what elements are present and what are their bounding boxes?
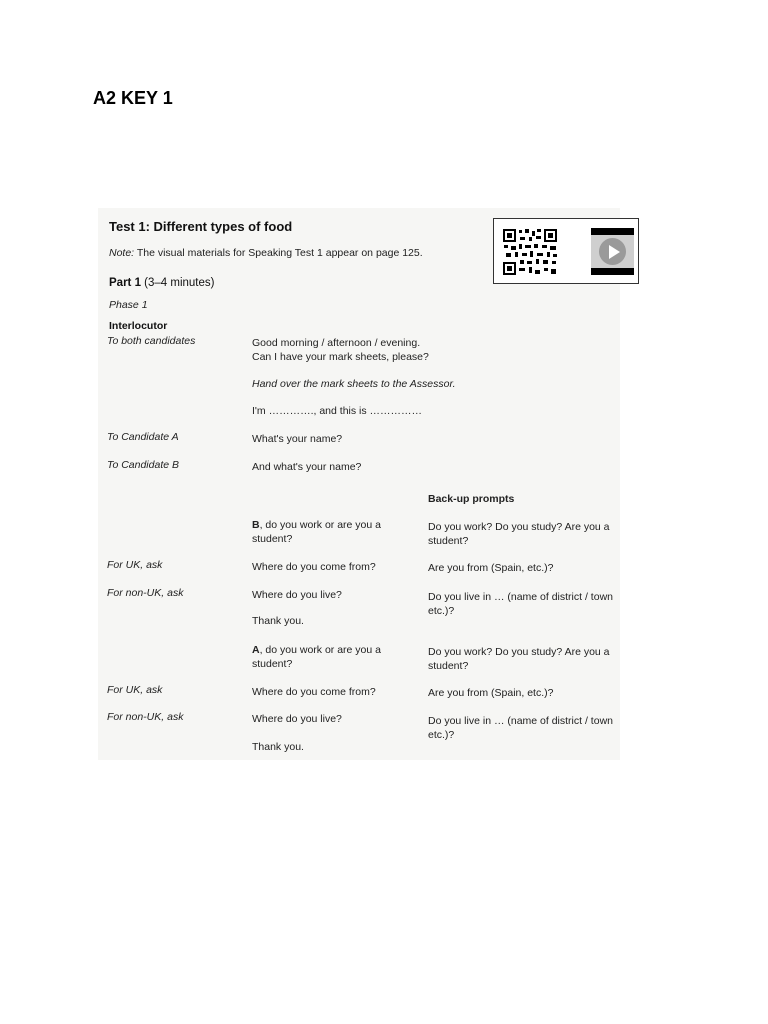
live-backup-1: Do you live in … (name of district / town etc.)? <box>428 591 613 617</box>
video-thumbnail[interactable] <box>591 228 634 275</box>
b-backup-prompt: Do you work? Do you study? Are you a student? <box>428 521 610 547</box>
hand-over-instruction: Hand over the mark sheets to the Assessor. <box>252 378 456 390</box>
greeting-line-2: Can I have your mark sheets, please? <box>252 351 429 363</box>
scanned-exam-page <box>98 208 620 760</box>
interlocutor-label: Interlocutor <box>109 320 168 332</box>
candidate-b-letter: B <box>252 519 260 531</box>
where-live-1: Where do you live? <box>252 589 342 601</box>
whats-your-name: What's your name? <box>252 433 343 445</box>
a-question-text: , do you work or are you a student? <box>252 644 381 670</box>
for-non-uk-ask-2: For non-UK, ask <box>107 711 184 723</box>
greeting-block <box>252 336 482 364</box>
greeting-line-1: Good morning / afternoon / evening. <box>252 337 421 349</box>
media-box <box>493 218 639 284</box>
from-backup-1: Are you from (Spain, etc.)? <box>428 562 554 574</box>
test-title: Test 1: Different types of food <box>109 219 293 234</box>
live-backup-2: Do you live in … (name of district / town etc.)? <box>428 715 613 741</box>
to-both-candidates: To both candidates <box>107 335 196 347</box>
play-video-icon[interactable] <box>599 238 626 265</box>
a-question <box>252 643 412 671</box>
and-whats-your-name: And what's your name? <box>252 461 362 473</box>
from-backup-2: Are you from (Spain, etc.)? <box>428 687 554 699</box>
to-candidate-a: To Candidate A <box>107 431 179 443</box>
note-text: The visual materials for Speaking Test 1 appear on page 125. <box>134 247 423 259</box>
for-uk-ask-2: For UK, ask <box>107 684 163 696</box>
note-label: Note: <box>109 247 135 259</box>
thank-you-2: Thank you. <box>252 741 304 753</box>
visual-materials-note <box>109 247 423 259</box>
backup-prompts-heading: Back-up prompts <box>428 493 515 505</box>
where-come-from-2: Where do you come from? <box>252 686 376 698</box>
phase-label: Phase 1 <box>109 299 148 311</box>
introduction-line: I'm …………., and this is …………… <box>252 405 423 417</box>
for-uk-ask-1: For UK, ask <box>107 559 163 571</box>
where-live-2: Where do you live? <box>252 713 342 725</box>
part-duration: (3–4 minutes) <box>140 277 215 289</box>
where-come-from-1: Where do you come from? <box>252 561 376 573</box>
to-candidate-b: To Candidate B <box>107 459 179 471</box>
play-triangle <box>609 245 620 259</box>
part-heading <box>109 277 214 289</box>
thank-you-1: Thank you. <box>252 615 304 627</box>
for-non-uk-ask-1: For non-UK, ask <box>107 587 184 599</box>
b-question <box>252 518 412 546</box>
b-question-text: , do you work or are you a student? <box>252 519 381 545</box>
part-label: Part 1 <box>109 277 141 289</box>
video-thumbnail-frame <box>591 235 634 268</box>
page-title: A2 KEY 1 <box>93 88 173 108</box>
a-backup-prompt: Do you work? Do you study? Are you a student? <box>428 646 610 672</box>
candidate-a-letter: A <box>252 644 260 656</box>
qr-code-icon[interactable] <box>502 228 558 276</box>
